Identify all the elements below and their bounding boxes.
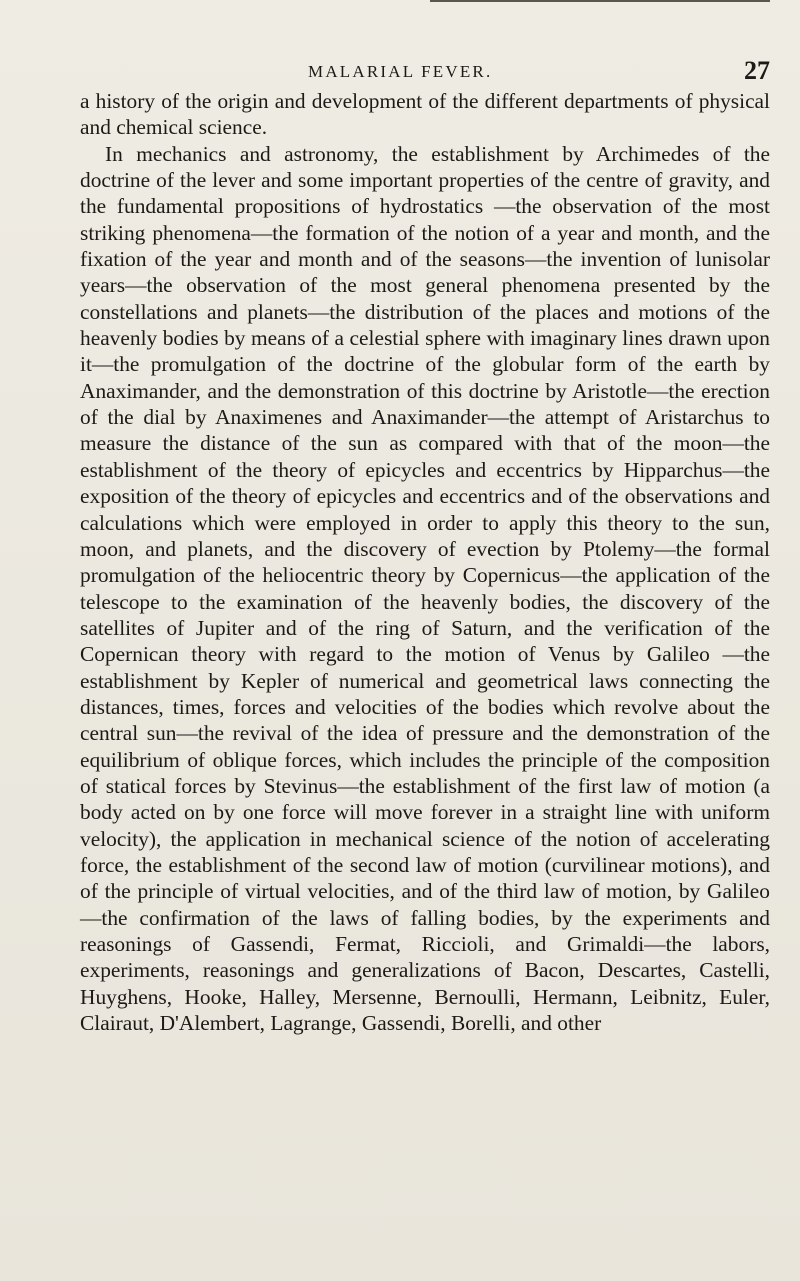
paragraph: In mechanics and astronomy, the establishment by Archimedes of the doctrine of the lever and some important properties of the centre of gravity, and the fundamental propositions of hydrostatics —the observation of the most striking phenomena—the formation of the notion of a year and month, and the fixation of the year and month and of the seasons—the invention of lunisolar years—the observation of the most general phenomena presented by the constellations and planets—the distribution of the places and motions of the heavenly bodies by means of a celestial sphere with imaginary lines drawn upon it—the promulgation of the doctrine of the globular form of the earth by Anaximander, and the demonstration of this doctrine by Aristotle—the erection of the dial by Anaximenes and Anaximander—the attempt of Aristarchus to measure the distance of the sun as compared with that of the moon—the establishment of the theory of epicycles and eccentrics by Hipparchus—the exposition of the theory of epicycles and eccentrics and of the observations and calculations which were employed in order to apply this theory to the sun, moon, and planets, and the discovery of evection by Ptolemy—the formal promulgation of the heliocentric theory by Copernicus—the application of the telescope to the examination of the heavenly bodies, the discovery of the satellites of Jupiter and of the ring of Saturn, and the verification of the Copernican theory with regard to the motion of Venus by Galileo —the establishment by Kepler of numerical and geometrical laws connecting the distances, times, forces and velocities of the bodies which revolve about the central sun—the revival of the idea of pressure and the demonstration of the equilibrium of oblique forces, which includes the principle of the composition of statical forces by Stevinus—the establishment of the first law of motion (a body acted on by one force will move forever in a straight line with uniform velocity), the application in mechanical science of the notion of accelerating force, the establishment of the second law of motion (curvilinear motions), and of the principle of virtual velocities, and of the third law of motion, by Galileo—the confirmation of the laws of falling bodies, by the experiments and reasonings of Gassendi, Fermat, Riccioli, and Grimaldi—the labors, experiments, reasonings and generalizations of Bacon, Descartes, Castelli, Huyghens, Hooke, Halley, Mersenne, Bernoulli, Hermann, Leibnitz, Euler, Clairaut, D'Alembert, Lagrange, Gassendi, Borelli, and other [80,141,770,1036]
top-rule [430,0,770,2]
running-head: MALARIAL FEVER. [308,62,493,81]
paragraph: a history of the origin and development of the different departments of physical and chemical science. [80,89,770,140]
page-header [80,56,770,90]
body-text [80,88,770,1036]
page-number: 27 [744,56,770,85]
